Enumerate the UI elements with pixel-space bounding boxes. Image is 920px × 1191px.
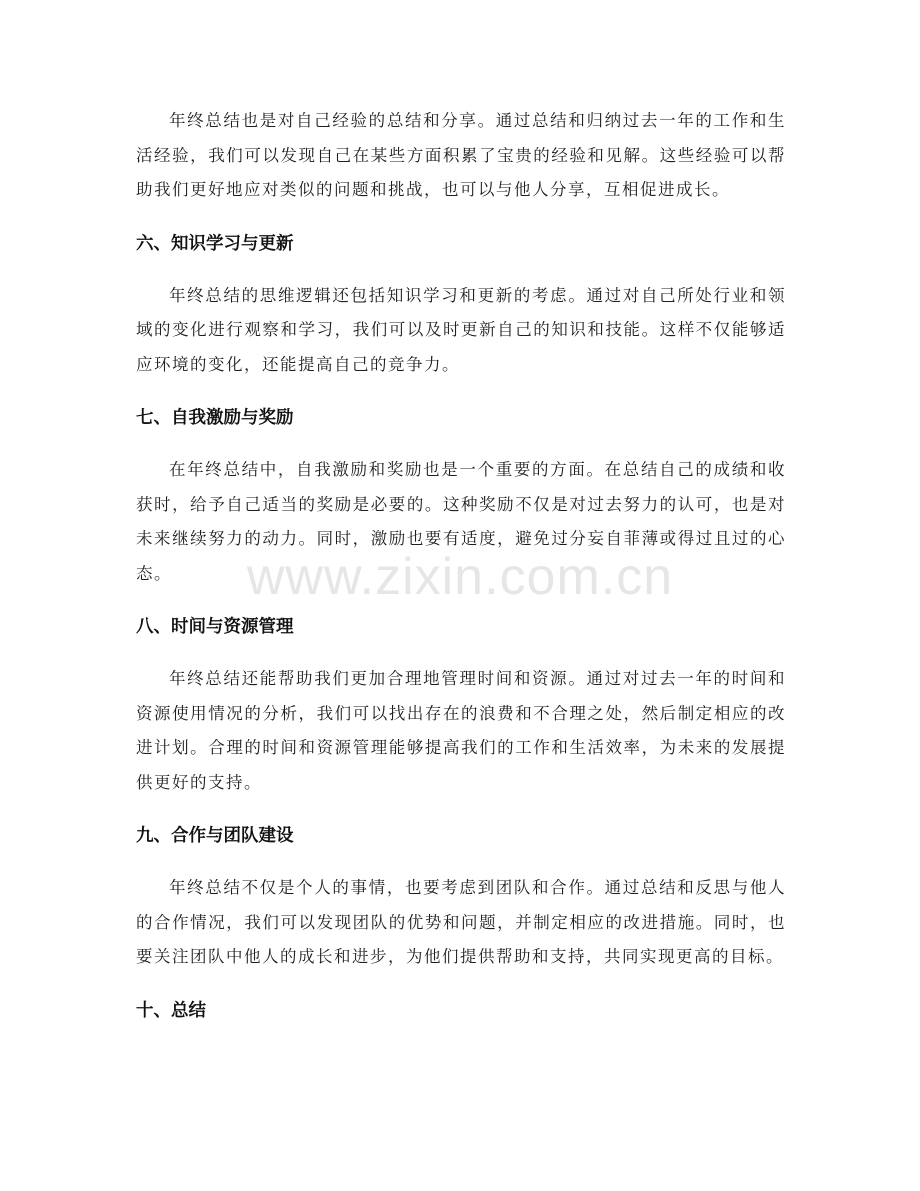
- spacer: [136, 851, 786, 871]
- paragraph-teamwork: 年终总结不仅是个人的事情，也要考虑到团队和合作。通过总结和反思与他人的合作情况，我们可以发现团队的优势和问题，并制定相应的改进措施。同时，也要关注团队中他人的成长和进步，为他们提供帮助和支持，共同实现更高的目标。: [136, 878, 786, 966]
- paragraph-time-resource: 年终总结还能帮助我们更加合理地管理时间和资源。通过对过去一年的时间和资源使用情况的分析，我们可以找出存在的浪费和不合理之处，然后制定相应的改进计划。合理的时间和资源管理能够提高我们的工作和生活效率，为未来的发展提供更好的支持。: [136, 669, 786, 792]
- section-heading-10: 十、总结: [136, 1000, 206, 1021]
- paragraph-experience-sharing: 年终总结也是对自己经验的总结和分享。通过总结和归纳过去一年的工作和生活经验，我们可以发现自己在某些方面积累了宝贵的经验和见解。这些经验可以帮助我们更好地应对类似的问题和挑战，也可以与他人分享，互相促进成长。: [136, 111, 786, 199]
- spacer: [136, 433, 786, 453]
- spacer: [136, 208, 786, 229]
- paragraph-knowledge-learning: 年终总结的思维逻辑还包括知识学习和更新的考虑。通过对自己所处行业和领域的变化进行观察和学习，我们可以及时更新自己的知识和技能。这样不仅能够适应环境的变化，还能提高自己的竞争力。: [136, 285, 786, 374]
- document-body: [136, 104, 786, 1026]
- section-heading-8: 八、时间与资源管理: [136, 617, 294, 637]
- spacer: [136, 591, 786, 612]
- spacer: [136, 382, 786, 403]
- paragraph-self-motivation: 在年终总结中，自我激励和奖励也是一个重要的方面。在总结自己的成绩和收获时，给予自己适当的奖励是必要的。这种奖励不仅是对过去努力的认可，也是对未来继续努力的动力。同时，激励也要有适度，避免过分妄自菲薄或得过且过的心态。: [136, 460, 786, 583]
- spacer: [136, 975, 786, 996]
- section-heading-6: 六、知识学习与更新: [136, 233, 294, 254]
- watermark: www.zixin.com.cn: [246, 548, 674, 606]
- spacer: [136, 259, 786, 279]
- spacer: [136, 800, 786, 821]
- spacer: [136, 642, 786, 662]
- section-heading-7: 七、自我激励与奖励: [136, 408, 294, 428]
- section-heading-9: 九、合作与团队建设: [136, 826, 294, 846]
